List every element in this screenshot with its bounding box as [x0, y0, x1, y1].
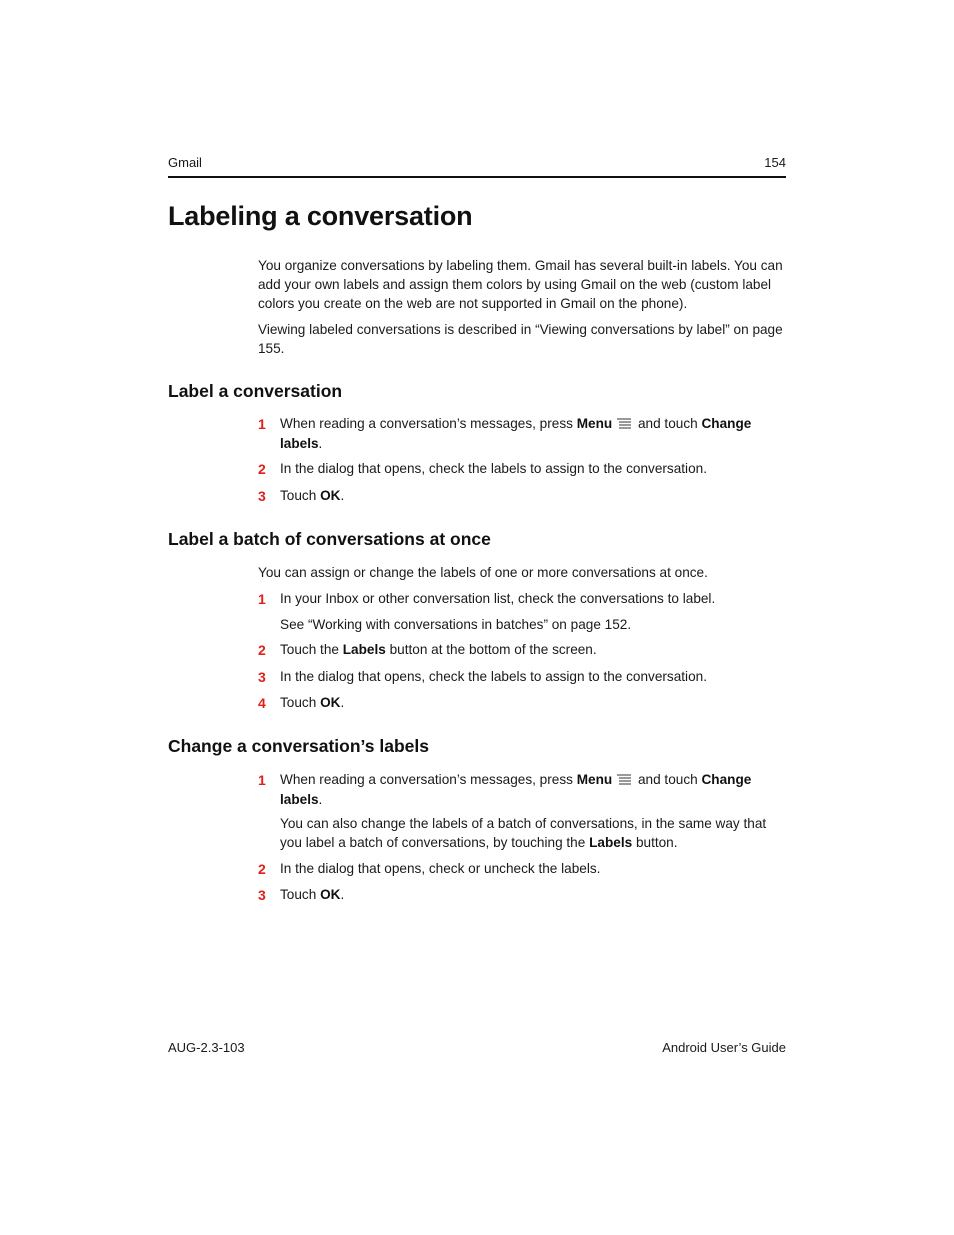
change-labels-command: Change labels [280, 772, 752, 807]
header-page-number: 154 [764, 155, 786, 170]
section3-step-1-note: You can also change the labels of a batch of conversations, in the same way that you label a batch of conversations, by touching the Labels button. [280, 816, 767, 850]
menu-key: Menu [576, 416, 613, 431]
menu-key: Menu [576, 772, 613, 787]
step-text: In your Inbox or other conversation list, check the conversations to label. [280, 591, 716, 606]
step-number: 1 [258, 416, 266, 432]
section-heading-label-conversation: Label a conversation [168, 381, 343, 401]
step-text: In the dialog that opens, check or uncheck the labels. [280, 861, 601, 876]
step-text: Touch OK. [280, 887, 345, 902]
step-number: 2 [258, 461, 266, 477]
step-number: 1 [258, 591, 266, 607]
footer-doc-id: AUG-2.3-103 [168, 1040, 245, 1055]
page-header [168, 154, 786, 178]
change-labels-command: Change labels [280, 416, 752, 451]
step-text: Touch OK. [280, 488, 345, 503]
step-text: When reading a conversation’s messages, press Menu and touch Change labels. [280, 772, 752, 807]
labels-button-name: Labels [342, 642, 386, 657]
page-title: Labeling a conversation [168, 201, 473, 231]
step-number: 2 [258, 861, 266, 877]
step-text: Touch OK. [280, 695, 345, 710]
section2-step-1-note: See “Working with conversations in batches” on page 152. [280, 617, 632, 632]
footer-guide-title: Android User’s Guide [662, 1040, 786, 1055]
step-text: Touch the Labels button at the bottom of the screen. [280, 642, 597, 657]
step-number: 1 [258, 772, 266, 788]
menu-icon [617, 417, 631, 435]
menu-icon [617, 773, 631, 791]
intro-paragraph-1: You organize conversations by labeling them. Gmail has several built-in labels. You can add your own labels and assign them colors by using Gmail on the web (custom label colors you create on the web are not supported in Gmail on the phone). [258, 258, 783, 311]
ok-command: OK [320, 887, 341, 902]
labels-button-name: Labels [589, 835, 633, 850]
section-heading-change-labels: Change a conversation’s labels [168, 736, 429, 756]
step-number: 4 [258, 695, 266, 711]
intro-paragraph-2: Viewing labeled conversations is described in “Viewing conversations by label” on page 155. [258, 322, 783, 356]
section-heading-label-batch: Label a batch of conversations at once [168, 529, 491, 549]
ok-command: OK [320, 488, 341, 503]
ok-command: OK [320, 695, 341, 710]
header-section: Gmail [168, 155, 202, 170]
section2-intro: You can assign or change the labels of one or more conversations at once. [258, 565, 708, 580]
step-text: In the dialog that opens, check the labels to assign to the conversation. [280, 669, 707, 684]
step-number: 2 [258, 642, 266, 658]
step-number: 3 [258, 669, 266, 685]
step-number: 3 [258, 887, 266, 903]
step-text: In the dialog that opens, check the labels to assign to the conversation. [280, 461, 707, 476]
step-number: 3 [258, 488, 266, 504]
step-text: When reading a conversation’s messages, press Menu and touch Change labels. [280, 416, 752, 451]
